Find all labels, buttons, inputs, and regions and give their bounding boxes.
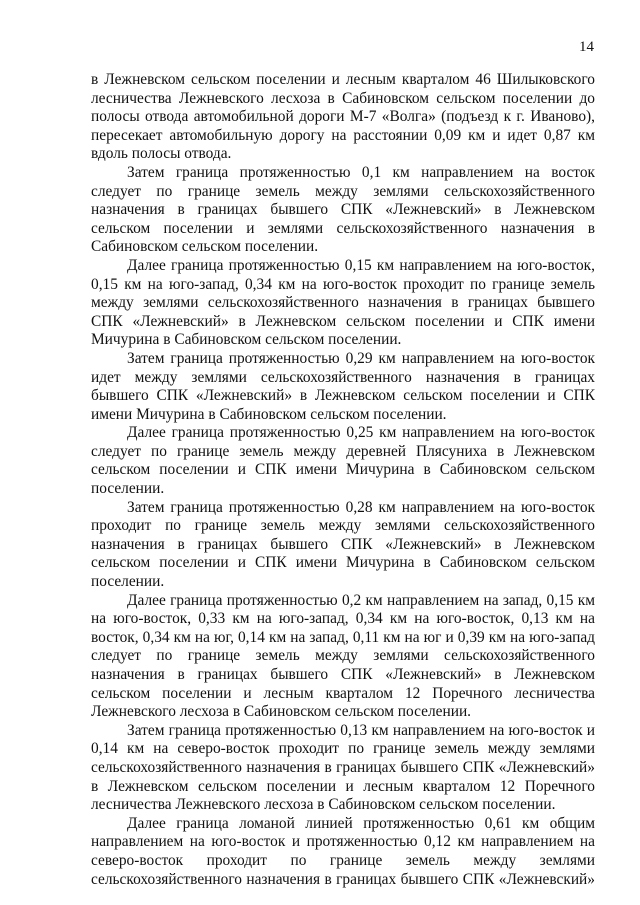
paragraph-6: Затем граница протяженностью 0,28 км направлением на юго-восток проходит по границе земель между землями сельскохозяйственного назначения в границах бывшего СПК «Лежневский» в Лежневском сельском поселении и СПК имени Мичурина в Сабиновском сельском поселении. xyxy=(91,498,595,591)
paragraph-8: Затем граница протяженностью 0,13 км направлением на юго-восток и 0,14 км на северо-восток проходит по границе земель между землями сельскохозяйственного назначения в границах бывшего СПК «Лежневский» в Лежневском сельском поселении и лесным кварталом 12 Поречного лесничества Лежневского лесхоза в Сабиновском сельском поселении. xyxy=(91,721,595,814)
paragraph-4: Затем граница протяженностью 0,29 км направлением на юго-восток идет между землями сельскохозяйственного назначения в границах бывшего СПК «Лежневский» в Лежневском сельском поселении и СПК имени Мичурина в Сабиновском сельском поселении. xyxy=(91,349,595,423)
page-number: 14 xyxy=(579,39,594,55)
paragraph-2: Затем граница протяженностью 0,1 км направлением на восток следует по границе земель между землями сельскохозяйственного назначения в границах бывшего СПК «Лежневский» в Лежневском сельском поселении и землями сельскохозяйственного назначения в Сабиновском сельском поселении. xyxy=(91,163,595,256)
document-body xyxy=(91,71,595,889)
paragraph-3: Далее граница протяженностью 0,15 км направлением на юго-восток, 0,15 км на юго-запад, 0,34 км на юго-восток проходит по границе земель между землями сельскохозяйственного назначения в границах бывшего СПК «Лежневский» в Лежневском сельском поселении и СПК имени Мичурина в Сабиновском сельском поселении. xyxy=(91,256,595,349)
paragraph-7: Далее граница протяженностью 0,2 км направлением на запад, 0,15 км на юго-восток, 0,33 км на юго-запад, 0,34 км на юго-восток, 0,13 км на восток, 0,34 км на юг, 0,14 км на запад, 0,11 км на юг и 0,39 км на юго-запад следует по границе земель между землями сельскохозяйственного назначения в границах бывшего СПК «Лежневский» в Лежневском сельском поселении и лесным кварталом 12 Поречного лесничества Лежневского лесхоза в Сабиновском сельском поселении. xyxy=(91,591,595,721)
paragraph-5: Далее граница протяженностью 0,25 км направлением на юго-восток следует по границе земель между деревней Плясуниха в Лежневском сельском поселении и СПК имени Мичурина в Сабиновском сельском поселении. xyxy=(91,424,595,498)
paragraph-9: Далее граница ломаной линией протяженностью 0,61 км общим направлением на юго-восток и протяженностью 0,12 км направлением на северо-восток проходит по границе земель между землями сельскохозяйственного назначения в границах бывшего СПК «Лежневский» xyxy=(91,814,595,888)
paragraph-1: в Лежневском сельском поселении и лесным кварталом 46 Шилыковского лесничества Лежневского лесхоза в Сабиновском сельском поселении до полосы отвода автомобильной дороги М-7 «Волга» (подъезд к г. Иваново), пересекает автомобильную дорогу на расстоянии 0,09 км и идет 0,87 км вдоль полосы отвода. xyxy=(91,71,595,163)
